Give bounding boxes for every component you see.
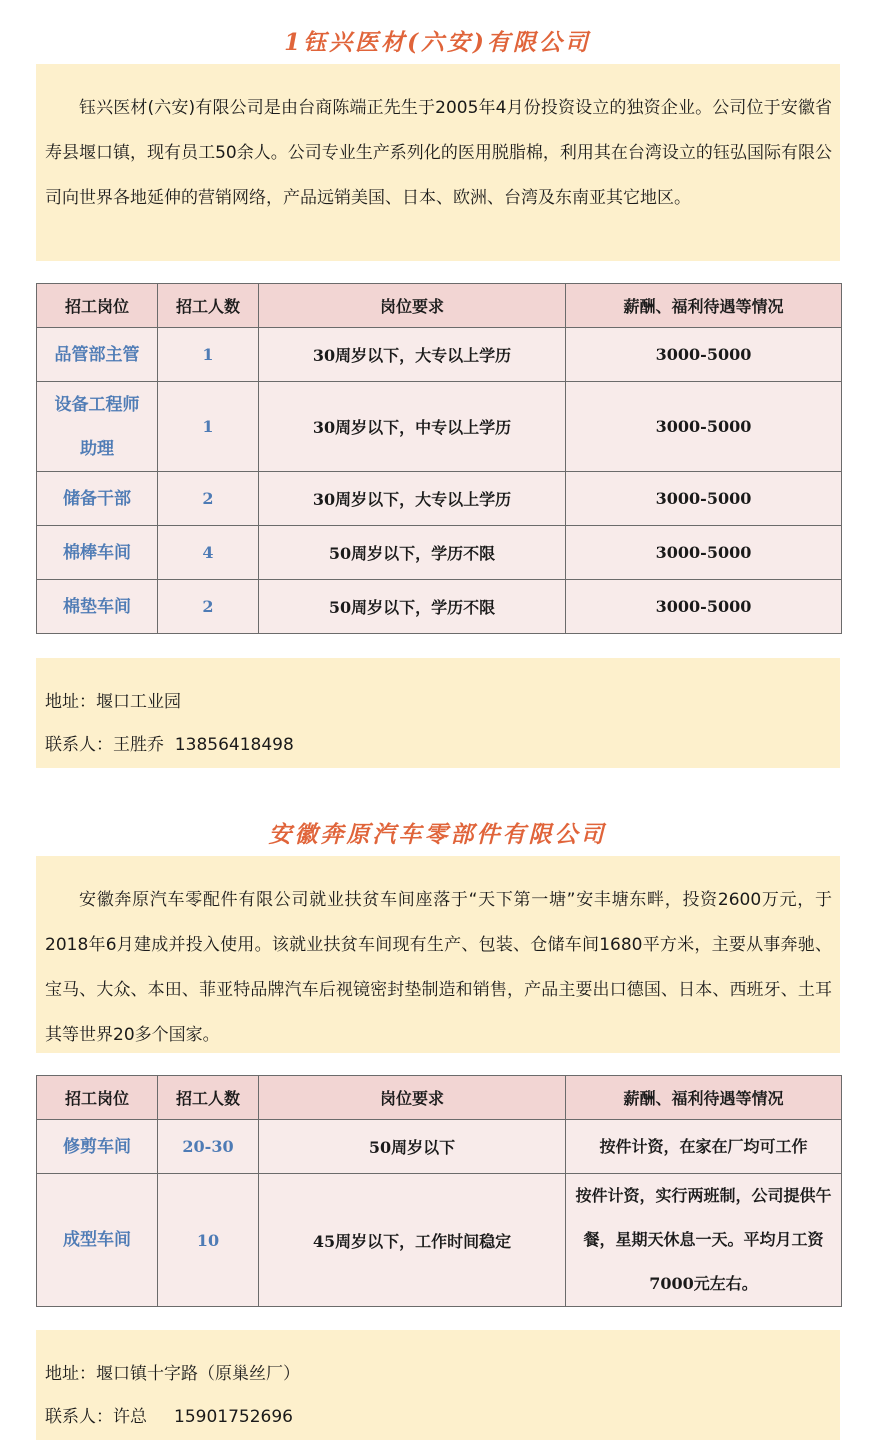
job-position: 棉棒车间 — [37, 526, 158, 580]
header-count: 招工人数 — [158, 284, 259, 328]
company1-job-table — [36, 283, 842, 634]
job-requirement: 45周岁以下，工作时间稳定 — [259, 1174, 566, 1307]
company1-contact-box — [36, 658, 840, 768]
table-row — [37, 328, 842, 382]
table-header-row — [37, 284, 842, 328]
header-requirement: 岗位要求 — [259, 284, 566, 328]
job-requirement: 50周岁以下，学历不限 — [259, 580, 566, 634]
job-count: 20-30 — [158, 1120, 259, 1174]
header-salary: 薪酬、福利待遇等情况 — [566, 284, 842, 328]
job-salary: 3000-5000 — [566, 328, 842, 382]
job-count: 10 — [158, 1174, 259, 1307]
job-salary: 3000-5000 — [566, 382, 842, 472]
job-salary: 3000-5000 — [566, 526, 842, 580]
header-position: 招工岗位 — [37, 284, 158, 328]
company2-title: 安徽奔原汽车零部件有限公司 — [268, 821, 607, 848]
job-position: 修剪车间 — [37, 1120, 158, 1174]
table-row — [37, 526, 842, 580]
job-requirement: 30周岁以下，大专以上学历 — [259, 328, 566, 382]
job-count: 4 — [158, 526, 259, 580]
job-requirement: 30周岁以下，中专以上学历 — [259, 382, 566, 472]
company2-address: 地址：堰口镇十字路（原巢丝厂） — [45, 1364, 300, 1384]
job-salary: 3000-5000 — [566, 580, 842, 634]
table-row — [37, 472, 842, 526]
header-count: 招工人数 — [158, 1076, 259, 1120]
job-salary: 3000-5000 — [566, 472, 842, 526]
job-position: 设备工程师助理 — [37, 382, 158, 472]
job-requirement: 50周岁以下，学历不限 — [259, 526, 566, 580]
company2-contact-box — [36, 1330, 840, 1440]
table-header-row — [37, 1076, 842, 1120]
job-requirement: 30周岁以下，大专以上学历 — [259, 472, 566, 526]
company1-contact: 联系人：王胜乔 13856418498 — [45, 735, 294, 755]
table-row — [37, 382, 842, 472]
job-position: 成型车间 — [37, 1174, 158, 1307]
company1-title: 1钰兴医材(六安)有限公司 — [284, 29, 591, 56]
table-row — [37, 580, 842, 634]
table-row — [37, 1174, 842, 1307]
job-position: 棉垫车间 — [37, 580, 158, 634]
job-position: 储备干部 — [37, 472, 158, 526]
company2-job-table — [36, 1075, 842, 1307]
job-requirement: 50周岁以下 — [259, 1120, 566, 1174]
company2-intro: 安徽奔原汽车零配件有限公司就业扶贫车间座落于“天下第一塘”安丰塘东畔，投资2600万元，于2018年6月建成并投入使用。该就业扶贫车间现有生产、包装、仓储车间1680平方米，主要从事奔驰、宝马、大众、本田、菲亚特品牌汽车后视镜密封垫制造和销售，产品主要出口德国、日本、西班牙、土耳其等世界20多个国家。 — [36, 856, 840, 1053]
company1-intro: 钰兴医材(六安)有限公司是由台商陈端正先生于2005年4月份投资设立的独资企业。公司位于安徽省寿县堰口镇，现有员工50余人。公司专业生产系列化的医用脱脂棉，利用其在台湾设立的钰弘国际有限公司向世界各地延伸的营销网络，产品远销美国、日本、欧洲、台湾及东南亚其它地区。 — [36, 64, 840, 261]
company2-contact: 联系人：许总 15901752696 — [45, 1407, 293, 1427]
job-count: 2 — [158, 580, 259, 634]
job-count: 1 — [158, 328, 259, 382]
job-count: 1 — [158, 382, 259, 472]
job-salary: 按件计资，在家在厂均可工作 — [566, 1120, 842, 1174]
job-salary: 按件计资，实行两班制，公司提供午餐，星期天休息一天。平均月工资7000元左右。 — [566, 1174, 842, 1307]
header-requirement: 岗位要求 — [259, 1076, 566, 1120]
company1-address: 地址：堰口工业园 — [45, 692, 181, 712]
table-row — [37, 1120, 842, 1174]
job-count: 2 — [158, 472, 259, 526]
header-position: 招工岗位 — [37, 1076, 158, 1120]
header-salary: 薪酬、福利待遇等情况 — [566, 1076, 842, 1120]
job-position: 品管部主管 — [37, 328, 158, 382]
